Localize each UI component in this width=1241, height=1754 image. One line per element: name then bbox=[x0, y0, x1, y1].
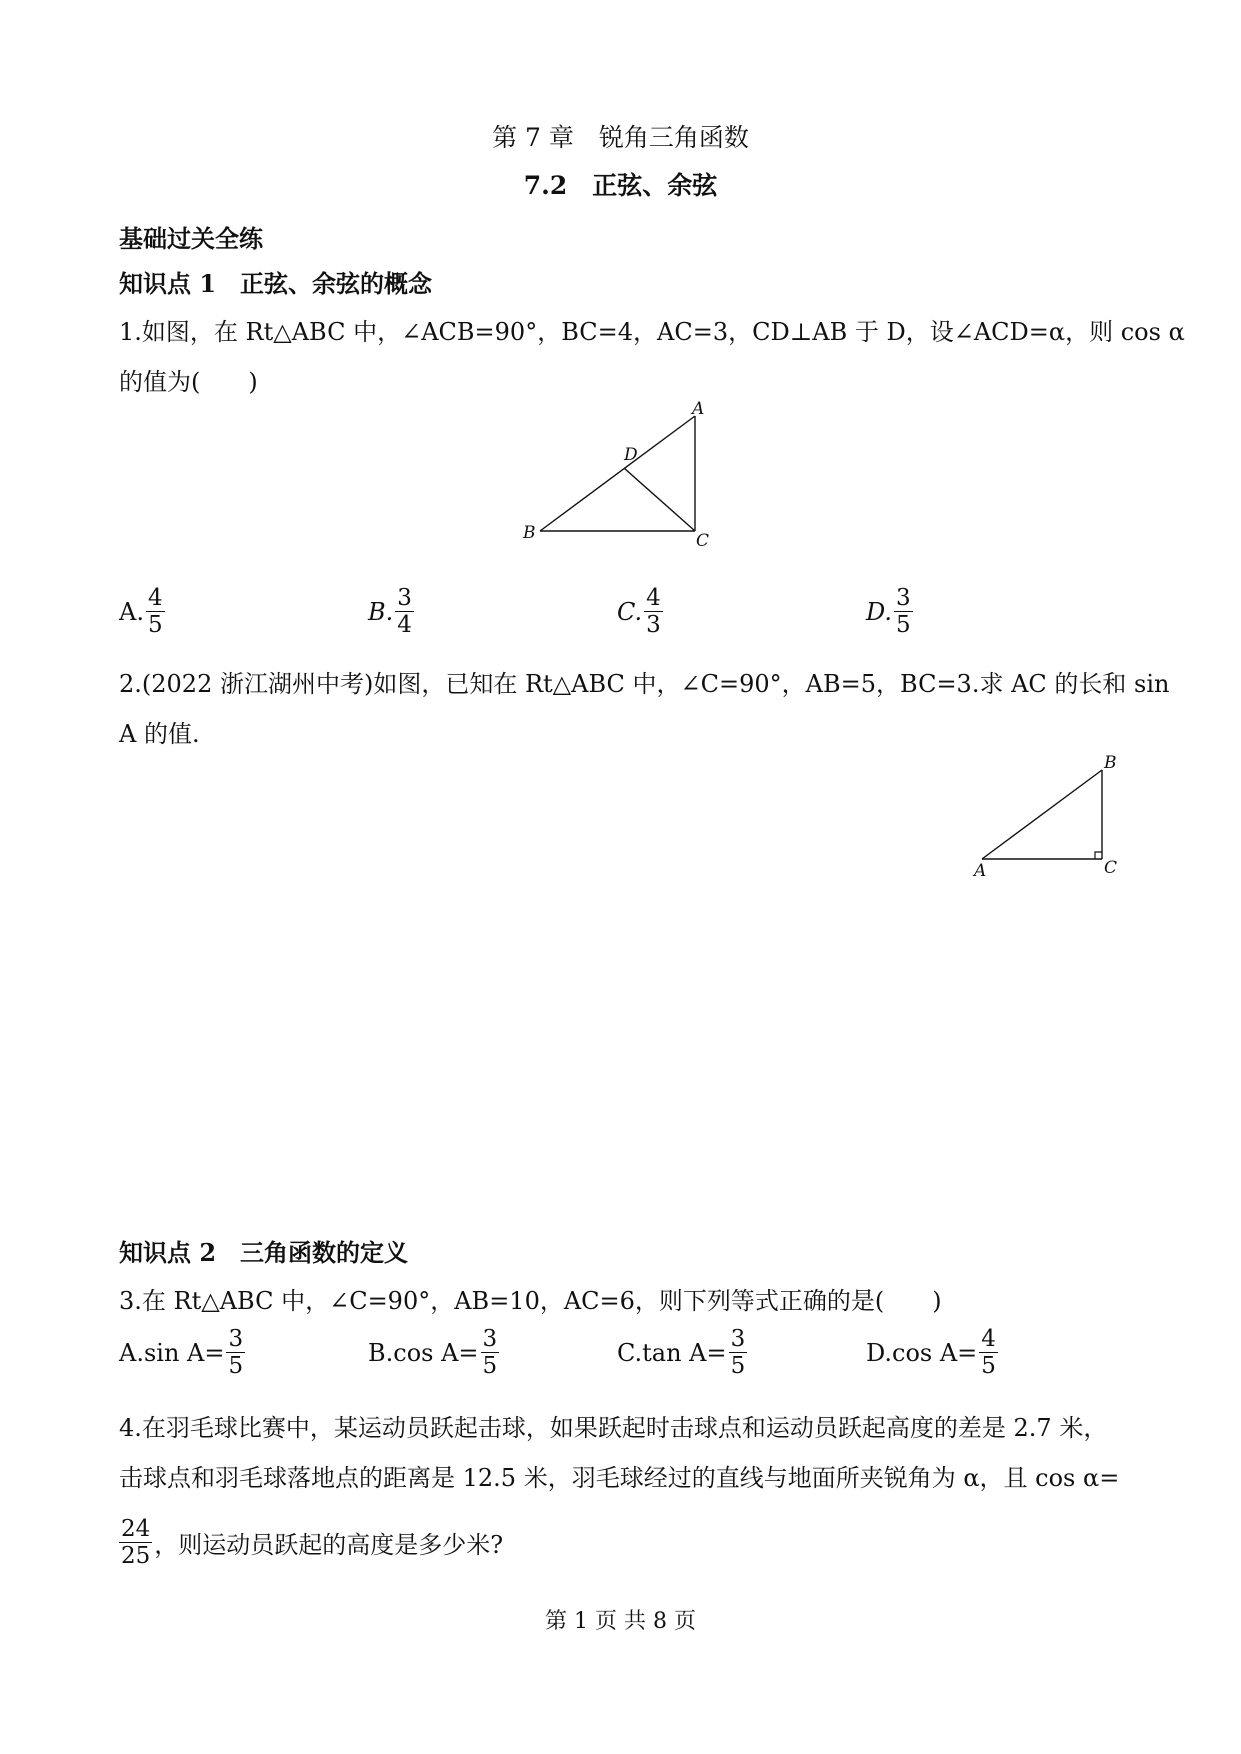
fraction-numerator: 3 bbox=[228, 1326, 244, 1352]
fraction-denominator: 3 bbox=[646, 612, 661, 639]
q4-text-line2: 击球点和羽毛球落地点的距离是 12.5 米，羽毛球经过的直线与地面所夹锐角为 α，且 cos α= bbox=[119, 1464, 1120, 1492]
q1-option-d bbox=[866, 585, 915, 639]
q2-label-b: B bbox=[1104, 753, 1117, 773]
fraction-numerator: 24 bbox=[121, 1516, 151, 1542]
q2-triangle-figure bbox=[966, 752, 1126, 882]
fraction-denominator: 5 bbox=[730, 1353, 746, 1380]
option-label: A. bbox=[119, 597, 144, 626]
fraction-numerator: 3 bbox=[397, 585, 412, 611]
fraction-denominator: 5 bbox=[482, 1353, 498, 1380]
option-fraction bbox=[894, 585, 913, 639]
option-fraction bbox=[395, 585, 414, 639]
q1-option-c bbox=[617, 585, 665, 639]
q4-text-line1: 4.在羽毛球比赛中，某运动员跃起击球，如果跃起时击球点和运动员跃起高度的差是 2.7 米， bbox=[119, 1414, 1108, 1442]
practice-heading: 基础过关全练 bbox=[119, 224, 263, 253]
fraction-numerator: 3 bbox=[482, 1326, 498, 1352]
fraction-denominator: 5 bbox=[147, 612, 163, 639]
fraction-numerator: 4 bbox=[147, 585, 163, 611]
q1-text-line1: 1.如图，在 Rt△ABC 中，∠ACB=90°，BC=4，AC=3，CD⊥AB 于 D，设∠ACD=α，则 cos α bbox=[119, 318, 1185, 346]
q1-option-a bbox=[119, 585, 167, 639]
knowledge-point-1: 知识点 1 正弦、余弦的概念 bbox=[119, 269, 433, 298]
option-label: D. bbox=[866, 597, 893, 626]
chapter-title: 第 7 章 锐角三角函数 bbox=[492, 123, 749, 152]
fraction-numerator: 4 bbox=[981, 1326, 996, 1352]
q1-label-d: D bbox=[624, 445, 638, 465]
fraction-denominator: 25 bbox=[121, 1543, 151, 1570]
q3-text-line1: 3.在 Rt△ABC 中，∠C=90°，AB=10，AC=6，则下列等式正确的是( ) bbox=[119, 1287, 942, 1315]
cos-alpha-fraction bbox=[119, 1516, 152, 1570]
q3-option-b bbox=[368, 1326, 501, 1380]
q2-label-c: C bbox=[1104, 858, 1118, 878]
fraction-denominator: 5 bbox=[896, 612, 911, 639]
fraction-denominator: 5 bbox=[981, 1353, 996, 1380]
q1-label-b: B bbox=[523, 523, 536, 543]
q4-question-tail: ，则运动员跃起的高度是多少米? bbox=[154, 1531, 504, 1560]
section-title: 7.2 正弦、余弦 bbox=[523, 171, 718, 200]
segment-ab bbox=[540, 416, 695, 531]
option-fraction bbox=[481, 1326, 500, 1380]
option-fraction bbox=[146, 585, 165, 639]
q3-option-a bbox=[119, 1326, 247, 1380]
fraction-numerator: 3 bbox=[730, 1326, 746, 1352]
q1-label-a: A bbox=[692, 399, 705, 419]
q4-text-line3 bbox=[117, 1516, 503, 1570]
page-number-footer: 第 1 页 共 8 页 bbox=[545, 1609, 696, 1634]
option-label: C.tan A= bbox=[617, 1338, 727, 1367]
option-fraction bbox=[226, 1326, 245, 1380]
option-label: D.cos A= bbox=[866, 1338, 978, 1367]
fraction-denominator: 4 bbox=[397, 612, 412, 639]
option-label: B. bbox=[368, 597, 394, 626]
option-fraction bbox=[644, 585, 663, 639]
knowledge-point-2: 知识点 2 三角函数的定义 bbox=[119, 1238, 409, 1267]
fraction-denominator: 5 bbox=[228, 1353, 244, 1380]
option-fraction bbox=[729, 1326, 748, 1380]
q3-option-c bbox=[617, 1326, 749, 1380]
q2-text-line1: 2.(2022 浙江湖州中考)如图，已知在 Rt△ABC 中，∠C=90°，AB=5，BC=3.求 AC 的长和 sin bbox=[119, 670, 1170, 698]
option-label: C. bbox=[617, 597, 643, 626]
q1-option-b bbox=[368, 585, 416, 639]
q2-text-line2: A 的值. bbox=[119, 720, 200, 748]
option-label: B.cos A= bbox=[368, 1338, 479, 1367]
q1-label-c: C bbox=[696, 531, 710, 548]
fraction-numerator: 3 bbox=[896, 585, 911, 611]
q2-label-a: A bbox=[974, 861, 987, 881]
q3-option-d bbox=[866, 1326, 1000, 1380]
fraction-numerator: 4 bbox=[646, 585, 661, 611]
option-label: A.sin A= bbox=[119, 1338, 225, 1367]
option-fraction bbox=[979, 1326, 998, 1380]
segment-ab bbox=[982, 770, 1102, 859]
right-angle-mark bbox=[1095, 852, 1102, 859]
q1-triangle-figure bbox=[520, 398, 720, 548]
q1-text-line2: 的值为( ) bbox=[119, 368, 258, 396]
segment-cd bbox=[624, 468, 695, 531]
